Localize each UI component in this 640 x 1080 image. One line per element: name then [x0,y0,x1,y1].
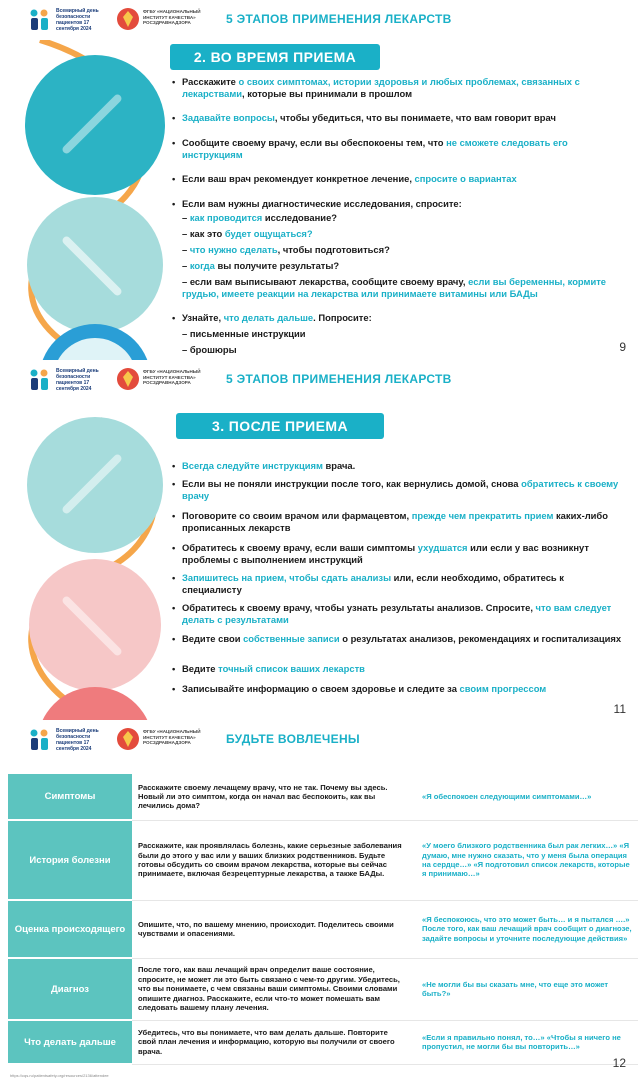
row-description: Расскажите, как проявлялась болезнь, какие серьезные заболевания были до этого у вас или у ваших близких родственников. Будьте готовы обсудить со своим врачом лекарства, которые вы сейчас принимаете, включая безрецептурные лекарства, а также БАДы. [132,820,408,900]
slide-be-involved [0,720,640,1080]
table-row [8,820,638,900]
patient-safety-day-logo-text: Всемирный день безопасности пациентов 17 сентября 2024 [56,728,99,752]
bullet-item: • Всегда следуйте инструкциям врача. [172,460,356,471]
involvement-table [8,774,638,1065]
patient-safety-day-logo-icon [26,366,54,394]
page-number: 11 [613,702,626,716]
slide-title: 5 ЭТАПОВ ПРИМЕНЕНИЯ ЛЕКАРСТВ [226,12,452,26]
quality-institute-emblem-icon [116,727,140,751]
row-example-phrase: «Если я правильно понял, то…» «Чтобы я ничего не пропустил, не могли бы вы повторить…» [408,1020,638,1064]
page-number: 12 [612,1056,626,1070]
bullet-item: • Запишитесь на прием, чтобы сдать анализы или, если необходимо, обратитесь к специалисту [172,572,564,595]
slide-during-appointment [0,0,640,360]
bullet-item: • Задавайте вопросы, чтобы убедиться, что вы понимаете, что вам говорит врач [172,112,556,123]
row-example-phrase: «Я обеспокоен следующими симптомами…» [408,774,638,820]
source-url: https://cqs.ru/patientsafety.org/resources/2136/attendee [10,1073,109,1078]
quality-institute-emblem-icon [116,367,140,391]
section-title: 3. ПОСЛЕ ПРИЕМА [176,413,384,439]
quality-institute-logo-text: ФГБУ «НАЦИОНАЛЬНЫЙ ИНСТИТУТ КАЧЕСТВА» РОСЗДРАВНАДЗОРА [143,369,201,386]
row-description: Убедитесь, что вы понимаете, что вам делать дальше. Повторите свой план лечения и информацию, которую вы получили от своего врача. [132,1020,408,1064]
table-row [8,774,638,820]
slide-header [0,720,640,760]
sub-item: – что нужно сделать, чтобы подготовиться? [182,244,390,255]
row-description: Опишите, что, по вашему мнению, происходит. Поделитесь своими чувствами и опасениями. [132,900,408,958]
bullet-item: • Сообщите своему врачу, если вы обеспокоены тем, что не сможете следовать его инструкциям [172,137,568,160]
bullet-item: • Узнайте, что делать дальше. Попросите: [172,312,372,323]
slide-header [0,360,640,400]
bullet-item: • Обратитесь к своему врачу, если ваши симптомы ухудшатся или если у вас возникнут проблемы с выполнением инструкций [172,542,589,565]
row-example-phrase: «Не могли бы вы сказать мне, что еще это может быть?» [408,958,638,1020]
bullet-item: • Поговорите со своим врачом или фармацевтом, прежде чем прекратить прием каких-либо прописанных лекарств [172,510,608,533]
bullet-item: • Обратитесь к своему врачу, чтобы узнать результаты анализов. Спросите, что вам следует делать с результатами [172,602,612,625]
row-category: Что делать дальше [8,1020,132,1064]
row-description: После того, как ваш лечащий врач определит ваше состояние, спросите, не может ли это быть связано с чем-то другим. Убедитесь, что вы понимаете, с чем связаны ваши симптомы. Своими словами опишите диагноз. Расскажите, если что-то может помешать вам следовать вашему плану лечения. [132,958,408,1020]
bullet-item: • Если вам нужны диагностические исследования, спросите: [172,198,462,209]
quality-institute-logo-text: ФГБУ «НАЦИОНАЛЬНЫЙ ИНСТИТУТ КАЧЕСТВА» РОСЗДРАВНАДЗОРА [143,729,201,746]
row-description: Расскажите своему лечащему врачу, что не так. Почему вы здесь. Новый ли это симптом, когда он начал вас беспокоить, как вы лечились дома? [132,774,408,820]
sub-item: – письменные инструкции [182,328,306,339]
row-category: Симптомы [8,774,132,820]
patient-safety-day-logo-text: Всемирный день безопасности пациентов 17 сентября 2024 [56,368,99,392]
row-category: История болезни [8,820,132,900]
patient-safety-day-logo-text: Всемирный день безопасности пациентов 17 сентября 2024 [56,8,99,32]
table-row [8,1020,638,1064]
pill-stack-illustration [0,40,170,360]
patient-safety-day-logo-icon [26,6,54,34]
row-example-phrase: «У моего близкого родственника был рак легких…» «Я думаю, мне нужно сказать, что у меня была операция на сердце…» «Я подготовил список лекарств, которые я принимаю…» [408,820,638,900]
bullet-item: • Ведите точный список ваших лекарств [172,663,365,674]
bullet-item: • Если ваш врач рекомендует конкретное лечение, спросите о вариантах [172,173,517,184]
slide-header [0,0,640,40]
pill-stack-illustration [0,400,170,720]
bullet-item: • Записывайте информацию о своем здоровье и следите за своим прогрессом [172,683,547,694]
slide-title: БУДЬТЕ ВОВЛЕЧЕНЫ [226,732,360,746]
sub-item: – когда вы получите результаты? [182,260,340,271]
row-category: Оценка происходящего [8,900,132,958]
bullet-item: • Ведите свои собственные записи о результатах анализов, рекомендациях и госпитализациях [172,633,622,644]
quality-institute-emblem-icon [116,7,140,31]
quality-institute-logo-text: ФГБУ «НАЦИОНАЛЬНЫЙ ИНСТИТУТ КАЧЕСТВА» РОСЗДРАВНАДЗОРА [143,9,201,26]
sub-item: – если вам выписывают лекарства, сообщите своему врачу, если вы беременны, кормите грудью, имеете реакции на лекарства или принимаете витамины или БАДы [182,276,607,299]
section-title: 2. ВО ВРЕМЯ ПРИЕМА [170,44,380,70]
sub-item: – как проводится исследование? [182,212,338,223]
slide-title: 5 ЭТАПОВ ПРИМЕНЕНИЯ ЛЕКАРСТВ [226,372,452,386]
table-row [8,900,638,958]
sub-item: – брошюры [182,344,237,355]
row-category: Диагноз [8,958,132,1020]
sub-item: – как это будет ощущаться? [182,228,313,239]
row-example-phrase: «Я беспокоюсь, что это может быть… и я пытался ….» После того, как ваш лечащий врач сообщит о диагнозе, задайте вопросы и уточните последующие действия» [408,900,638,958]
bullet-item: • Расскажите о своих симптомах, истории здоровья и любых проблемах, связанных с лекарствами, которые вы принимали в прошлом [172,76,580,99]
patient-safety-day-logo-icon [26,726,54,754]
table-row [8,958,638,1020]
slide-after-appointment [0,360,640,720]
page-number: 9 [619,340,626,354]
bullet-item: • Если вы не поняли инструкции после того, как вернулись домой, снова обратитесь к своему врачу [172,478,619,501]
